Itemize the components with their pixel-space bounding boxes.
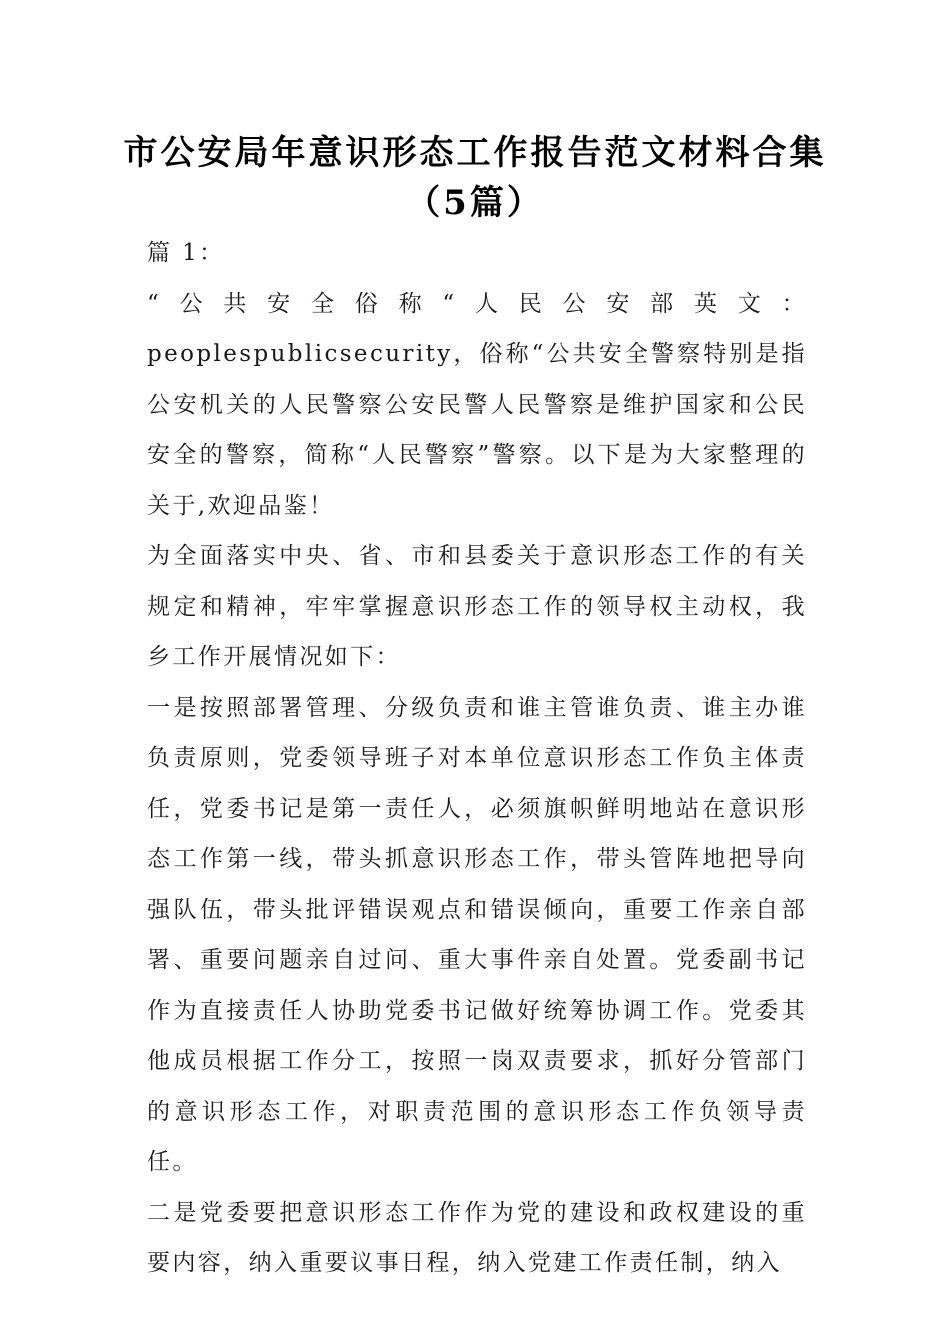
section-label: 篇 1： [147, 240, 225, 266]
document-body [147, 228, 807, 1289]
intro-paragraph: “公共安全俗称“人民公安部英文：peoplespublicsecurity，俗称“公共安全警察特别是指公安机关的人民警察公安民警人民警察是维护国家和公民安全的警察，简称“人民警察”警察。以下是为大家整理的关于,欢迎品鉴！ [147, 290, 807, 519]
point-one-paragraph: 一是按照部署管理、分级负责和谁主管谁负责、谁主办谁负责原则，党委领导班子对本单位意识形态工作负主体责任，党委书记是第一责任人，必须旗帜鲜明地站在意识形态工作第一线，带头抓意识形态工作，带头管阵地把导向强队伍，带头批评错误观点和错误倾向，重要工作亲自部署、重要问题亲自过问、重大事件亲自处置。党委副书记作为直接责任人协助党委书记做好统筹协调工作。党委其他成员根据工作分工，按照一岗双责要求，抓好分管部门的意识形态工作，对职责范围的意识形态工作负领导责任。 [147, 694, 807, 1175]
document-title: 市公安局年意识形态工作报告范文材料合集（5篇） [123, 133, 827, 223]
point-two-paragraph: 二是党委要把意识形态工作作为党的建设和政权建设的重要内容，纳入重要议事日程，纳入党建工作责任制，纳入 [147, 1199, 807, 1276]
overview-paragraph: 为全面落实中央、省、市和县委关于意识形态工作的有关规定和精神，牢牢掌握意识形态工作的领导权主动权，我乡工作开展情况如下： [147, 543, 807, 670]
